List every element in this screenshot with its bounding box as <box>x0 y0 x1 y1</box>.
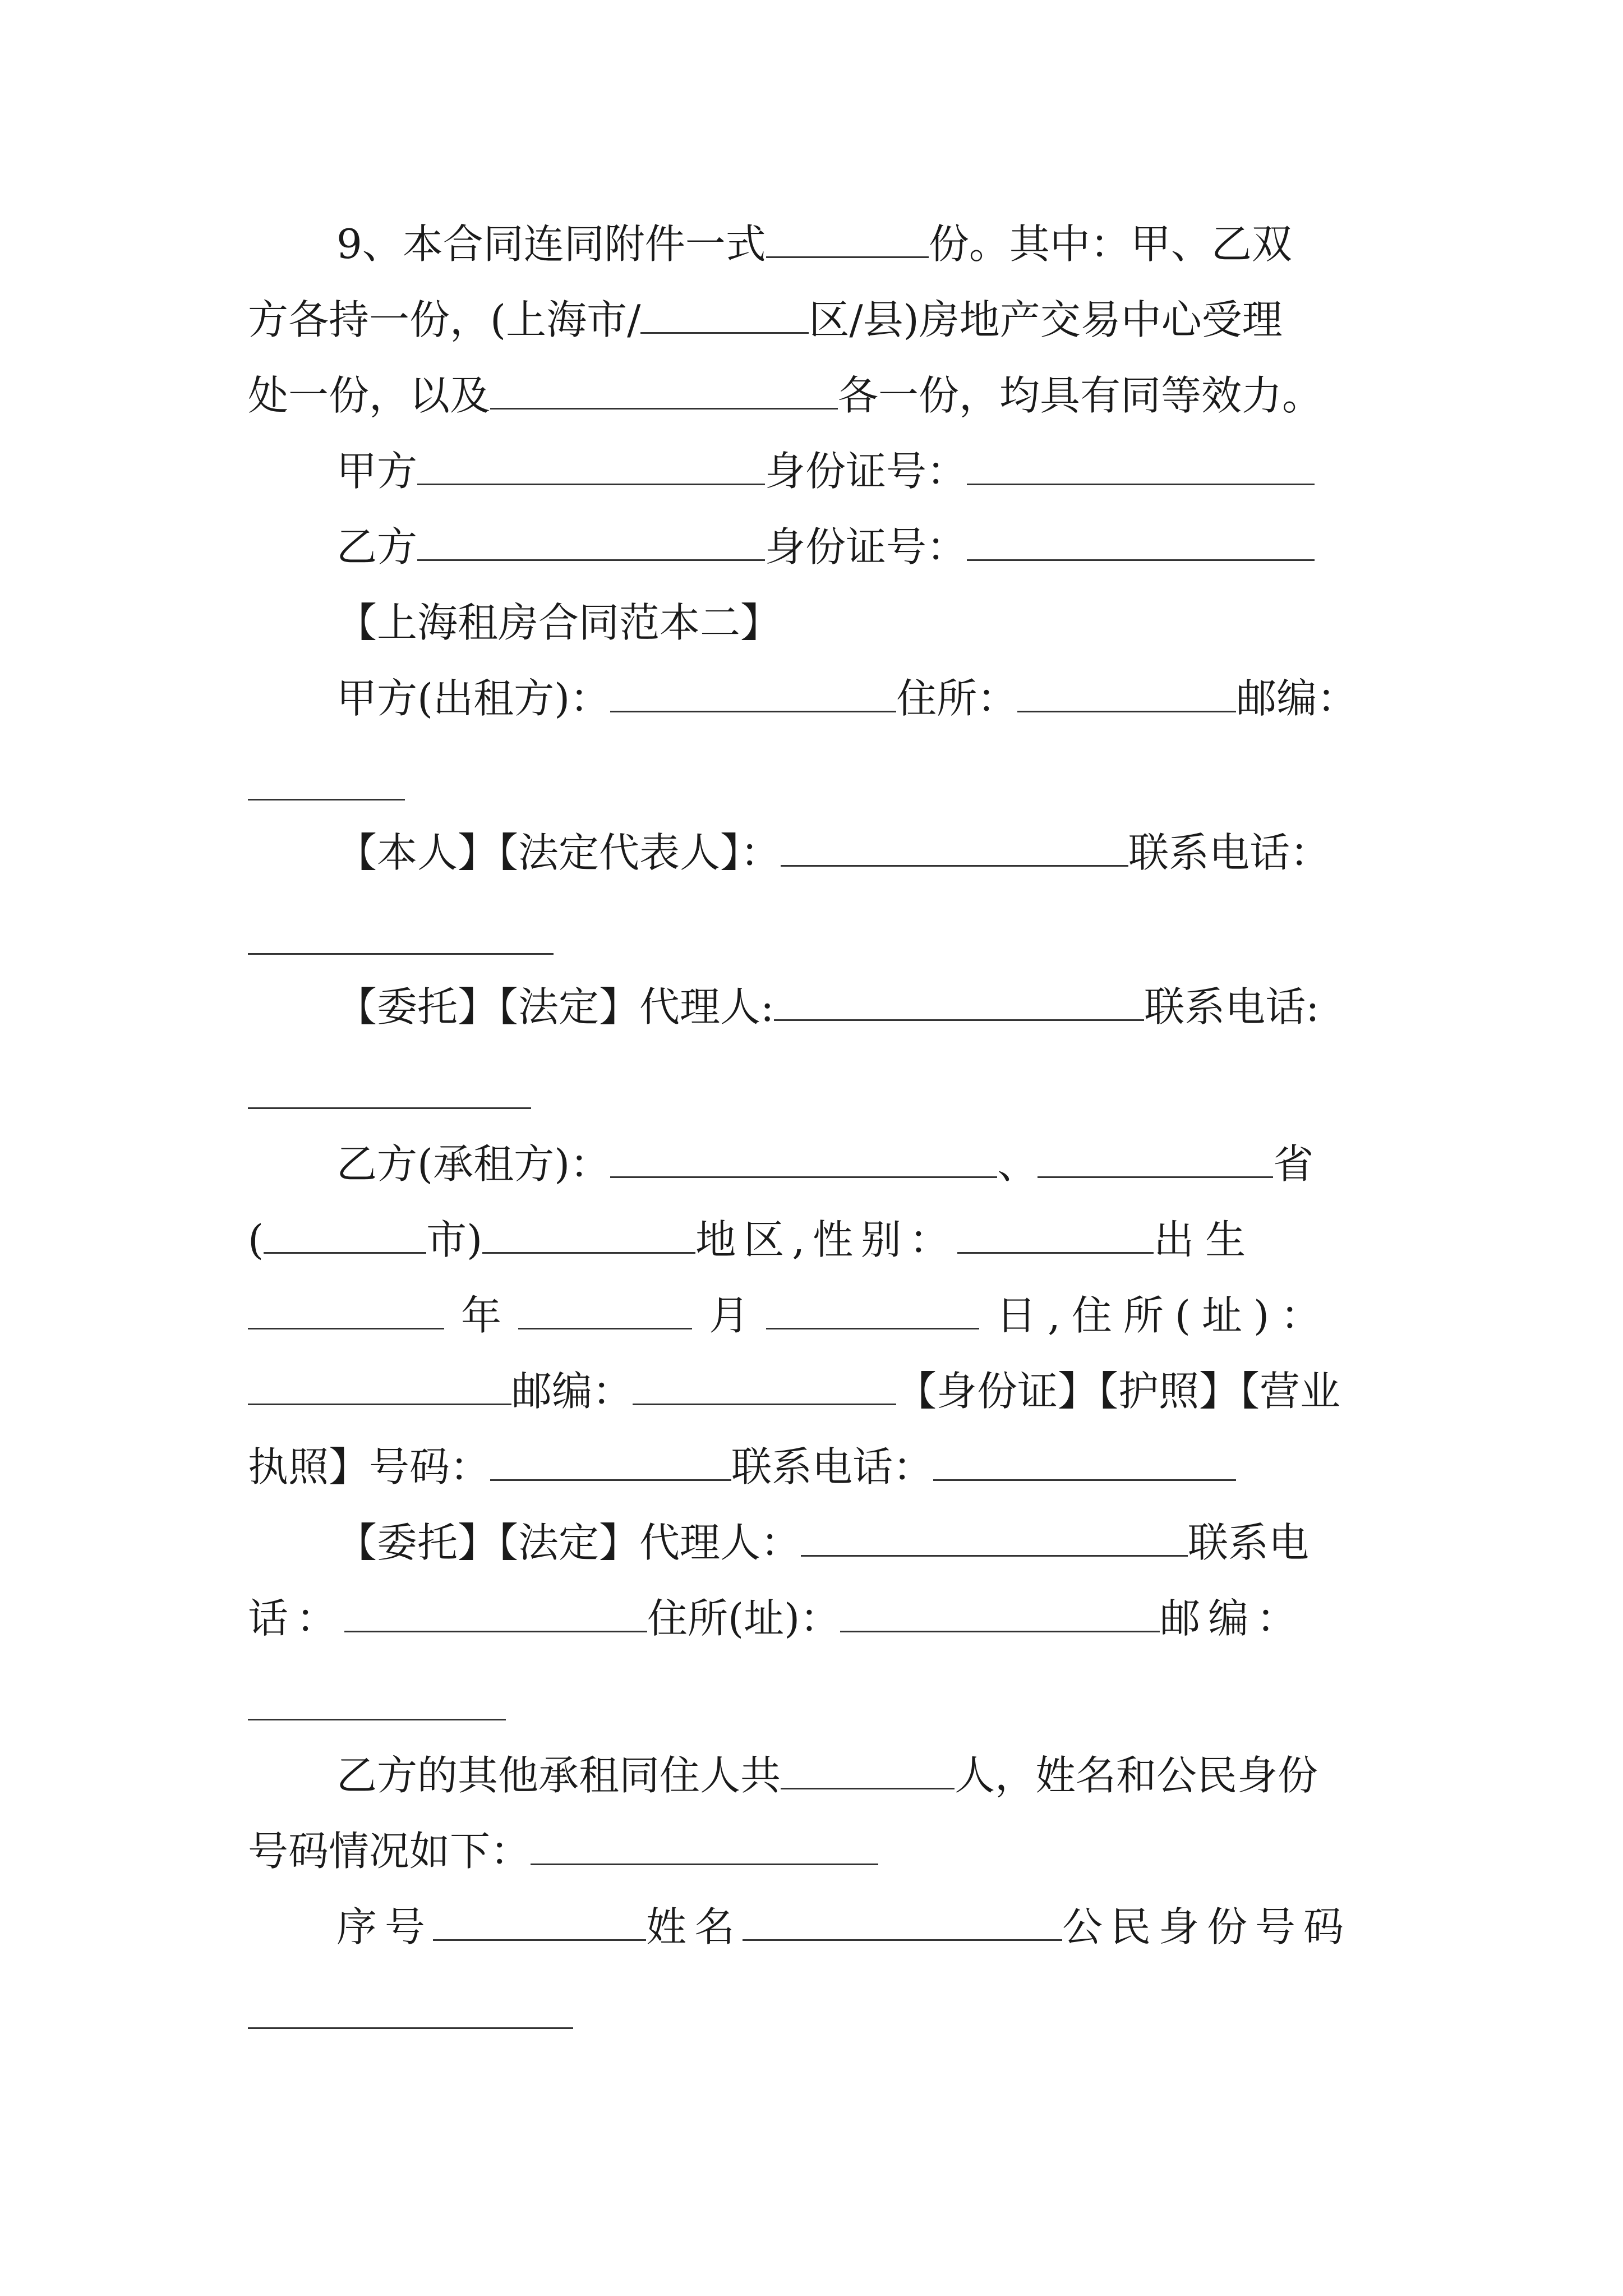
heading-text: 【上海租房合同范本二】 <box>336 599 781 646</box>
clause-9-line-3 <box>248 359 1398 432</box>
blank-tenant-address[interactable] <box>248 1370 511 1405</box>
party-a-sign-line <box>336 435 1486 508</box>
cotenants-line <box>336 1739 1486 1812</box>
text: 身份证号： <box>765 448 967 495</box>
blank-party-a-id[interactable] <box>967 450 1315 485</box>
blank-landlord[interactable] <box>610 677 896 712</box>
text: 序号 <box>336 1903 434 1950</box>
blank-party-a[interactable] <box>417 450 765 485</box>
blank-tenant-phone[interactable] <box>933 1446 1236 1481</box>
blank-district[interactable] <box>640 298 809 334</box>
party-b-sign-line <box>336 510 1486 583</box>
landlord-line <box>336 662 1486 735</box>
text: 联系电话： <box>731 1443 934 1490</box>
tenant-birth-line <box>248 1279 1398 1352</box>
blank-region[interactable] <box>482 1218 695 1254</box>
text: 、 <box>997 1140 1038 1188</box>
blank-agent-a[interactable] <box>774 986 1144 1021</box>
agent-b-line <box>336 1506 1486 1579</box>
blank-cotenant-count[interactable] <box>781 1754 955 1789</box>
text: 甲方(出租方)： <box>336 675 611 722</box>
text: 话： <box>248 1595 345 1642</box>
text: 区/县)房地产交易中心受理 <box>809 296 1283 343</box>
blank-gender[interactable] <box>957 1218 1154 1254</box>
blank-cotenant-info[interactable] <box>531 1830 878 1865</box>
text: 住所： <box>896 675 1018 722</box>
text: 【身份证】【护照】【营业 <box>896 1368 1341 1415</box>
tenant-region-line <box>248 1203 1398 1276</box>
blank-tenant[interactable] <box>610 1143 997 1178</box>
text: 乙方(承租方)： <box>336 1140 611 1188</box>
blank-copies[interactable] <box>766 223 929 258</box>
tenant-address-line <box>248 1355 1398 1428</box>
text: 月 <box>709 1292 750 1339</box>
cotenants-info-line <box>248 1815 1398 1888</box>
text: 人，姓名和公民身份 <box>955 1752 1318 1799</box>
blank-tenant-zip[interactable] <box>633 1370 896 1405</box>
blank-serial[interactable] <box>433 1906 646 1941</box>
text: 邮编： <box>1236 675 1358 722</box>
text: 9、本合同连同附件一式 <box>336 220 766 268</box>
text: 年 <box>461 1292 502 1339</box>
text: 联系电话： <box>1128 829 1331 876</box>
clause-9-line-1 <box>336 208 1486 280</box>
agent-a-line <box>336 970 1486 1043</box>
tenant-line <box>336 1128 1486 1200</box>
text: 市) <box>426 1216 483 1263</box>
section-heading <box>336 586 1486 659</box>
blank-legal-rep[interactable] <box>781 831 1128 867</box>
text: 方各持一份，(上海市/ <box>248 296 641 343</box>
text: 号码情况如下： <box>248 1828 531 1875</box>
text: 联系电话: <box>1144 983 1320 1030</box>
blank-birth-day[interactable] <box>766 1294 979 1329</box>
text: 住所(址)： <box>647 1595 841 1642</box>
blank-agent-b-zip[interactable] <box>248 1717 506 1720</box>
blank-id-number[interactable] <box>490 1446 731 1481</box>
text: 日,住所(址)： <box>996 1292 1332 1339</box>
blank-city[interactable] <box>264 1218 426 1254</box>
text: 【委托】【法定】代理人: <box>336 983 774 1030</box>
blank-agent-b[interactable] <box>801 1521 1188 1557</box>
text: 【本人】【法定代表人】： <box>336 829 781 876</box>
blank-others[interactable] <box>490 374 838 409</box>
agent-b-contact-line <box>248 1582 1398 1655</box>
text: 份。其中：甲、乙双 <box>928 220 1292 268</box>
legal-rep-line <box>336 816 1486 889</box>
blank-citizen-id[interactable] <box>248 2025 573 2029</box>
text: 各一份，均具有同等效力。 <box>838 372 1323 419</box>
text: ( <box>248 1216 264 1263</box>
text: 姓名 <box>646 1903 743 1950</box>
blank-agent-a-phone[interactable] <box>248 1105 531 1109</box>
text: 【委托】【法定】代理人： <box>336 1519 801 1566</box>
blank-legal-rep-phone[interactable] <box>248 951 554 955</box>
text: 邮编： <box>511 1368 633 1415</box>
blank-party-b-id[interactable] <box>967 526 1315 561</box>
text: 邮编： <box>1160 1595 1305 1642</box>
text: 处一份，以及 <box>248 372 491 419</box>
blank-landlord-zip[interactable] <box>248 797 405 800</box>
tenant-id-line <box>248 1430 1398 1503</box>
text: 省 <box>1273 1140 1314 1188</box>
blank-province[interactable] <box>1038 1143 1273 1178</box>
blank-birth-year[interactable] <box>248 1294 444 1329</box>
blank-name[interactable] <box>743 1906 1062 1941</box>
text: 乙方的其他承租同住人共 <box>336 1752 781 1799</box>
blank-agent-b-address[interactable] <box>840 1597 1160 1632</box>
blank-party-b[interactable] <box>417 526 765 561</box>
text: 执照】号码： <box>248 1443 491 1490</box>
text: 公民身份号码 <box>1062 1903 1352 1950</box>
text: 甲方 <box>336 448 418 495</box>
text: 身份证号： <box>765 523 967 570</box>
text: 出生 <box>1154 1216 1257 1263</box>
text: 联系电 <box>1188 1519 1310 1566</box>
blank-agent-b-phone[interactable] <box>344 1597 647 1632</box>
cotenant-table-header <box>336 1890 1486 1963</box>
text: 地区,性别： <box>695 1216 958 1263</box>
clause-9-line-2 <box>248 283 1398 356</box>
blank-birth-month[interactable] <box>518 1294 692 1329</box>
blank-landlord-address[interactable] <box>1017 677 1236 712</box>
text: 乙方 <box>336 523 418 570</box>
